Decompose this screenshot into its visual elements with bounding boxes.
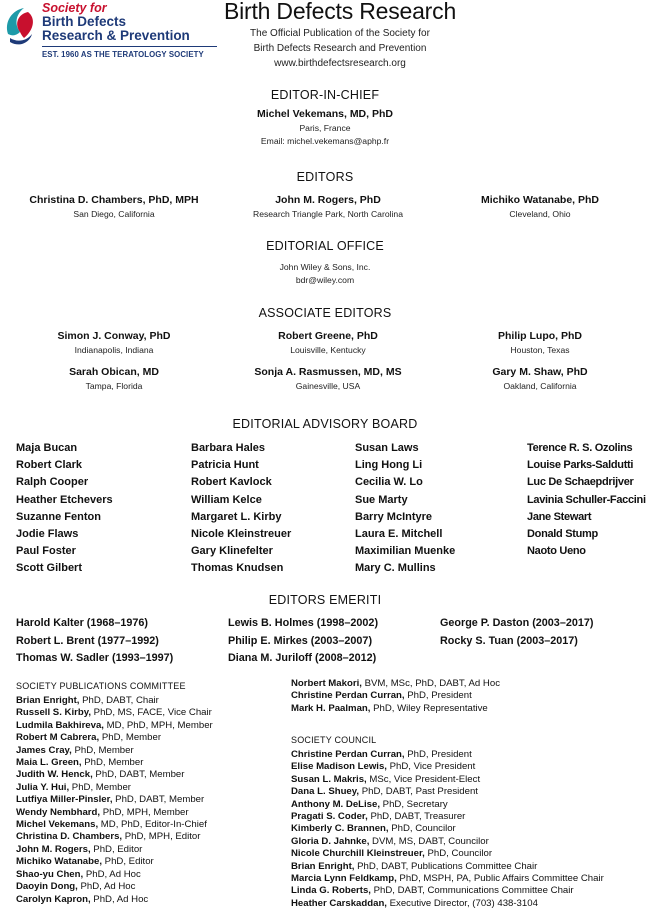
advisory-board-member: Sue Marty (355, 493, 408, 506)
editor-card (0, 194, 228, 219)
advisory-board-member: Donald Stump (527, 528, 598, 541)
logo-line-2: Birth Defects (42, 14, 127, 30)
council-member: Susan L. Makris, MSc, Vice President-Elect (291, 773, 481, 785)
committee-member: Julia Y. Hui, PhD, Member (16, 781, 131, 793)
editorial-office-email[interactable]: bdr@wiley.com (295, 275, 355, 285)
council-member: Pragati S. Coder, PhD, DABT, Treasurer (291, 811, 466, 823)
associate-editor-name: Sonja A. Rasmussen, MD, MS (254, 366, 402, 378)
advisory-board-column (191, 440, 291, 578)
associate-editor-name: Philip Lupo, PhD (498, 330, 582, 342)
advisory-board-member: Barbara Hales (191, 442, 265, 454)
advisory-board-member: Patricia Hunt (191, 459, 259, 472)
council-member: Linda G. Roberts, PhD, DABT, Communications Committee Chair (291, 885, 574, 897)
editor-in-chief-name: Michel Vekemans, MD, PhD (257, 108, 393, 120)
committee-member: Wendy Nembhard, PhD, MPH, Member (16, 806, 189, 818)
committee-member: John M. Rogers, PhD, Editor (16, 843, 143, 855)
advisory-board-member: Robert Clark (16, 459, 83, 472)
associate-editor-card (228, 366, 428, 391)
editors-heading: EDITORS (296, 170, 354, 184)
advisory-board-column (527, 440, 646, 560)
society-council-heading: SOCIETY COUNCIL (291, 735, 377, 745)
advisory-board-member: Paul Foster (16, 545, 76, 558)
advisory-board-member: Luc De Schaepdrijver (527, 476, 634, 489)
committee-member: Daoyin Dong, PhD, Ad Hoc (16, 881, 136, 893)
associate-editor-card (228, 330, 428, 355)
emeritus-editor: George P. Daston (2003–2017) (440, 617, 594, 629)
committee-member: James Cray, PhD, Member (16, 744, 134, 756)
council-member: Brian Enright, PhD, DABT, Publications Committee Chair (291, 860, 538, 872)
advisory-board-member: Robert Kavlock (191, 476, 272, 489)
advisory-board-member: Nicole Kleinstreuer (191, 528, 292, 541)
editorial-office-company: John Wiley & Sons, Inc. (279, 262, 371, 272)
advisory-board-member: Lavinia Schuller-Faccini (527, 493, 646, 506)
advisory-board-member: Mary C. Mullins (355, 562, 436, 575)
editor-name: John M. Rogers, PhD (275, 194, 381, 206)
associate-editor-card (440, 330, 640, 355)
advisory-board-member: Ling Hong Li (355, 459, 423, 472)
emeritus-editor: Thomas W. Sadler (1993–1997) (16, 652, 174, 665)
associate-editor-name: Robert Greene, PhD (278, 330, 378, 342)
emeriti-heading: EDITORS EMERITI (268, 593, 382, 607)
advisory-board-member: Margaret L. Kirby (191, 510, 282, 523)
emeritus-editor: Robert L. Brent (1977–1992) (16, 634, 159, 647)
editorial-office-heading: EDITORIAL OFFICE (266, 239, 384, 253)
emeriti-column (440, 615, 593, 650)
advisory-board-member: Gary Klinefelter (191, 545, 273, 558)
associate-editor-card (440, 366, 640, 391)
committee-member: Michiko Watanabe, PhD, Editor (16, 856, 154, 868)
committee-member: Robert M Cabrera, PhD, Member (16, 732, 162, 744)
journal-subtitle-2: Birth Defects Research and Prevention (253, 43, 427, 54)
committee-member: Christine Perdan Curran, PhD, President (291, 690, 472, 702)
council-member: Christine Perdan Curran, PhD, President (291, 749, 472, 760)
editor-in-chief-email[interactable]: Email: michel.vekemans@aphp.fr (260, 136, 390, 146)
council-member: Nicole Churchill Kleinstreuer, PhD, Councilor (291, 848, 493, 860)
editor-location: San Diego, California (73, 209, 155, 219)
logo-line-1: Society for (42, 1, 107, 15)
committee-member: Mark H. Paalman, PhD, Wiley Representative (291, 702, 488, 714)
logo-line-3: Research & Prevention (42, 28, 190, 44)
advisory-board-member: Laura E. Mitchell (355, 528, 443, 541)
associate-editor-card (0, 330, 228, 355)
associate-editor-location: Indianapolis, Indiana (74, 345, 154, 355)
associate-editor-location: Gainesville, USA (295, 381, 361, 391)
advisory-board-member: Jodie Flaws (16, 528, 79, 541)
editor-in-chief (0, 108, 650, 146)
committee-member: Michel Vekemans, MD, PhD, Editor-In-Chief (16, 819, 207, 831)
advisory-board-member: Naoto Ueno (527, 545, 586, 558)
advisory-board-member: Terence R. S. Ozolins (527, 442, 633, 454)
associate-editors-heading: ASSOCIATE EDITORS (258, 306, 392, 320)
logo-established: EST. 1960 AS THE TERATOLOGY SOCIETY (42, 50, 204, 59)
council-member: Elise Madison Lewis, PhD, Vice President (291, 761, 476, 773)
council-member: Dana L. Shuey, PhD, DABT, Past President (291, 786, 478, 798)
committee-member: Maia L. Green, PhD, Member (16, 757, 144, 769)
committee-member: Christina D. Chambers, PhD, MPH, Editor (16, 831, 201, 843)
advisory-board-member: Maximilian Muenke (355, 545, 456, 558)
editor-location: Cleveland, Ohio (509, 209, 571, 219)
associate-editor-location: Tampa, Florida (85, 381, 143, 391)
advisory-board-heading: EDITORIAL ADVISORY BOARD (232, 417, 418, 431)
editor-card (440, 194, 640, 219)
council-member: Anthony M. DeLise, PhD, Secretary (291, 798, 448, 810)
committee-member: Carolyn Kapron, PhD, Ad Hoc (16, 893, 149, 905)
advisory-board-member: Maja Bucan (16, 442, 78, 454)
publications-committee-heading: SOCIETY PUBLICATIONS COMMITTEE (16, 681, 186, 691)
advisory-board-column (355, 440, 455, 578)
advisory-board-member: Barry McIntyre (355, 510, 433, 523)
associate-editor-location: Louisville, Kentucky (290, 345, 366, 355)
advisory-board-member: Ralph Cooper (16, 476, 89, 489)
editor-card (228, 194, 428, 219)
committee-member: Russell S. Kirby, PhD, MS, FACE, Vice Chair (16, 707, 212, 719)
advisory-board-member: Suzanne Fenton (16, 510, 101, 523)
advisory-board-member: Cecilia W. Lo (355, 476, 423, 489)
society-council-list (291, 749, 604, 910)
editorial-office (0, 262, 650, 285)
advisory-board-member: Susan Laws (355, 442, 419, 454)
advisory-board-member: Thomas Knudsen (191, 562, 284, 575)
council-member: Gloria D. Jahnke, DVM, MS, DABT, Councilor (291, 835, 489, 847)
emeritus-editor: Harold Kalter (1968–1976) (16, 617, 149, 629)
committee-member: Ludmila Bakhireva, MD, PhD, MPH, Member (16, 719, 213, 731)
associate-editor-location: Houston, Texas (510, 345, 570, 355)
committee-member: Norbert Makori, BVM, MSc, PhD, DABT, Ad Hoc (291, 678, 500, 689)
journal-subtitle-1: The Official Publication of the Society for (250, 28, 430, 39)
committee-member: Shao-yu Chen, PhD, Ad Hoc (16, 868, 141, 880)
council-member: Heather Carskaddan, Executive Director, (703) 438-3104 (291, 897, 538, 909)
advisory-board-member: Heather Etchevers (16, 493, 113, 506)
council-member: Marcia Lynn Feldkamp, PhD, MSPH, PA, Public Affairs Committee Chair (291, 873, 604, 885)
emeritus-editor: Philip E. Mirkes (2003–2007) (228, 634, 373, 647)
associate-editor-name: Simon J. Conway, PhD (57, 330, 171, 342)
editor-name: Michiko Watanabe, PhD (480, 194, 600, 206)
committee-member: Brian Enright, PhD, DABT, Chair (16, 695, 159, 706)
emeriti-column (16, 615, 173, 668)
associate-editor-name: Sarah Obican, MD (69, 366, 159, 378)
editor-name: Christina D. Chambers, PhD, MPH (29, 194, 199, 206)
committee-member: Judith W. Henck, PhD, DABT, Member (16, 769, 185, 781)
journal-title: Birth Defects Research (223, 0, 457, 24)
advisory-board-member: Jane Stewart (527, 510, 592, 523)
editor-in-chief-location: Paris, France (299, 123, 351, 133)
journal-url[interactable]: www.birthdefectsresearch.org (274, 58, 406, 69)
committee-member: Lutfiya Miller-Pinsler, PhD, DABT, Member (16, 794, 205, 806)
publications-committee-list-continued (291, 678, 500, 715)
advisory-board-member: Louise Parks-Saldutti (527, 459, 634, 472)
advisory-board-member: William Kelce (191, 493, 262, 506)
emeritus-editor: Lewis B. Holmes (1998–2002) (228, 617, 379, 629)
council-member: Kimberly C. Brannen, PhD, Councilor (291, 823, 456, 835)
associate-editor-location: Oakland, California (503, 381, 577, 391)
advisory-board-member: Scott Gilbert (16, 562, 83, 575)
emeritus-editor: Rocky S. Tuan (2003–2017) (440, 634, 578, 647)
publications-committee-list (16, 695, 213, 906)
emeriti-column (228, 615, 378, 668)
editor-in-chief-heading: EDITOR-IN-CHIEF (270, 88, 380, 102)
advisory-board-column (16, 440, 113, 578)
editor-location: Research Triangle Park, North Carolina (253, 209, 403, 219)
associate-editor-card (0, 366, 228, 391)
emeritus-editor: Diana M. Juriloff (2008–2012) (228, 652, 377, 665)
society-logo-mark-icon (2, 4, 38, 48)
associate-editor-name: Gary M. Shaw, PhD (492, 366, 588, 378)
